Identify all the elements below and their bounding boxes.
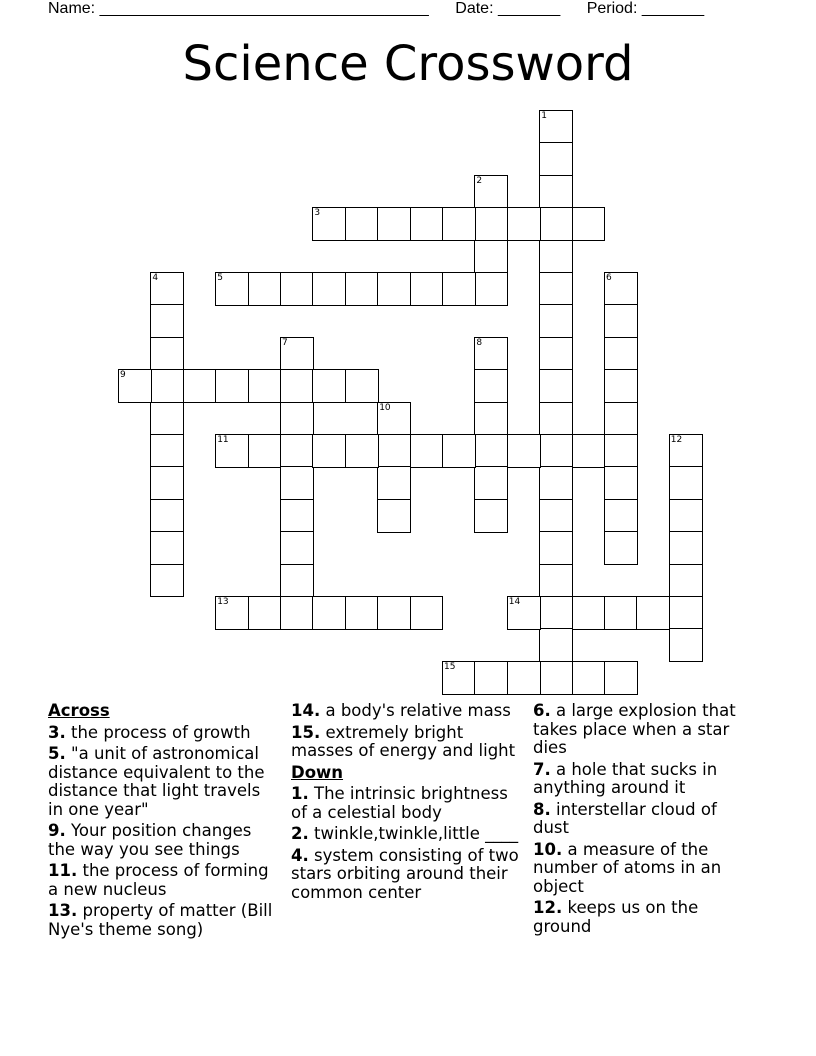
crossword-cell[interactable]: [150, 466, 184, 500]
crossword-cell[interactable]: [215, 272, 249, 306]
crossword-cell[interactable]: [604, 531, 638, 565]
crossword-cell[interactable]: [604, 304, 638, 338]
crossword-cell[interactable]: [604, 402, 638, 436]
crossword-cell[interactable]: [604, 337, 638, 371]
clue-number: 11.: [48, 861, 78, 880]
clue-item: [533, 841, 748, 897]
clue-item: [48, 724, 276, 743]
crossword-cell[interactable]: [215, 369, 249, 403]
clue-item: [291, 785, 519, 822]
crossword-cell[interactable]: [474, 337, 508, 371]
crossword-cell[interactable]: [345, 207, 379, 241]
crossword-cell[interactable]: [669, 499, 703, 533]
crossword-cell[interactable]: [539, 110, 573, 144]
crossword-cell[interactable]: [572, 207, 606, 241]
clue-text: keeps us on the ground: [533, 898, 699, 936]
clue-number: 4.: [291, 845, 309, 865]
crossword-cell[interactable]: [345, 596, 379, 630]
crossword-cell[interactable]: [539, 272, 573, 306]
crossword-cell[interactable]: [377, 402, 411, 436]
crossword-cell[interactable]: [507, 596, 541, 630]
crossword-cell[interactable]: [669, 596, 703, 630]
crossword-cell[interactable]: [150, 531, 184, 565]
crossword-cell[interactable]: [118, 369, 152, 403]
cell-number: 12: [670, 435, 683, 445]
cell-number: 3: [314, 208, 321, 219]
crossword-cell[interactable]: [507, 207, 541, 241]
crossword-cell[interactable]: [280, 434, 314, 468]
crossword-cell[interactable]: [604, 596, 638, 630]
cell-number: 5: [217, 273, 223, 283]
crossword-cell[interactable]: [280, 272, 314, 306]
crossword-cell[interactable]: [248, 272, 282, 306]
crossword-cell[interactable]: [280, 499, 314, 533]
crossword-cell[interactable]: [474, 272, 508, 306]
crossword-cell[interactable]: [539, 434, 573, 468]
clues-column-1: [48, 702, 276, 942]
clue-text: a body's relative mass: [320, 701, 511, 720]
crossword-cell[interactable]: [507, 434, 541, 468]
clue-item: [291, 724, 519, 761]
clue-text: the process of growth: [65, 722, 251, 742]
crossword-cell[interactable]: [669, 628, 703, 662]
crossword-cell[interactable]: [669, 531, 703, 565]
crossword-cell[interactable]: [539, 531, 573, 565]
crossword-cell[interactable]: [636, 596, 670, 630]
crossword-cell[interactable]: [669, 564, 703, 598]
crossword-cell[interactable]: [150, 434, 184, 468]
crossword-cell[interactable]: [410, 434, 444, 468]
clue-item: [291, 847, 519, 903]
clue-item: [48, 822, 276, 859]
crossword-cell[interactable]: [442, 434, 476, 468]
cell-number: 10: [379, 402, 391, 413]
clue-number: 15.: [291, 722, 321, 742]
crossword-cell[interactable]: [474, 369, 508, 403]
crossword-cell[interactable]: [474, 661, 508, 695]
crossword-cell[interactable]: [474, 466, 508, 500]
crossword-cell[interactable]: [474, 175, 508, 209]
crossword-cell[interactable]: [442, 207, 476, 241]
crossword-cell[interactable]: [248, 596, 282, 630]
clue-text: "a unit of astronomical distance equivalent to the distance that light travels in one year": [48, 744, 265, 819]
clue-text: a large explosion that takes place when a star dies: [533, 701, 736, 757]
crossword-cell[interactable]: [539, 142, 573, 176]
clue-text: property of matter (Bill Nye's theme song): [48, 901, 273, 939]
crossword-cell[interactable]: [215, 596, 249, 630]
crossword-cell[interactable]: [539, 466, 573, 500]
crossword-cell[interactable]: [539, 628, 573, 662]
crossword-cell[interactable]: [280, 531, 314, 565]
crossword-cell[interactable]: [604, 661, 638, 695]
cell-number: 13: [217, 597, 229, 607]
crossword-cell[interactable]: [474, 434, 508, 468]
clue-number: 14.: [291, 701, 321, 720]
crossword-cell[interactable]: [150, 272, 184, 306]
crossword-cell[interactable]: [377, 434, 411, 468]
crossword-cell[interactable]: [539, 240, 573, 274]
clue-number: 12.: [533, 898, 563, 917]
down-heading: Down: [291, 762, 344, 782]
crossword-cell[interactable]: [312, 434, 346, 468]
page-title: Science Crossword: [182, 36, 634, 92]
clue-number: 9.: [48, 821, 66, 840]
crossword-cell[interactable]: [280, 596, 314, 630]
clue-item: [533, 702, 748, 758]
crossword-cell[interactable]: [312, 207, 346, 241]
clue-item: [533, 899, 748, 936]
crossword-cell[interactable]: [539, 564, 573, 598]
clue-number: 5.: [48, 744, 66, 763]
crossword-cell[interactable]: [539, 661, 573, 695]
crossword-cell[interactable]: [539, 175, 573, 209]
crossword-cell[interactable]: [150, 499, 184, 533]
crossword-cell[interactable]: [507, 661, 541, 695]
crossword-cell[interactable]: [150, 564, 184, 598]
crossword-cell[interactable]: [539, 337, 573, 371]
crossword-cell[interactable]: [604, 272, 638, 306]
crossword-cell[interactable]: [474, 240, 508, 274]
clue-text: interstellar cloud of dust: [533, 799, 717, 837]
crossword-cell[interactable]: [377, 207, 411, 241]
crossword-cell[interactable]: [377, 499, 411, 533]
clue-number: 10.: [533, 839, 563, 859]
crossword-cell[interactable]: [410, 596, 444, 630]
crossword-cell[interactable]: [604, 369, 638, 403]
crossword-cell[interactable]: [442, 272, 476, 306]
clue-number: 3.: [48, 722, 66, 742]
crossword-cell[interactable]: [150, 337, 184, 371]
clue-number: 7.: [533, 759, 551, 779]
crossword-cell[interactable]: [183, 369, 217, 403]
cell-number: 11: [217, 435, 229, 445]
crossword-cell[interactable]: [410, 207, 444, 241]
crossword-cell[interactable]: [539, 369, 573, 403]
clue-number: 6.: [533, 701, 551, 720]
crossword-cell[interactable]: [377, 272, 411, 306]
crossword-cell[interactable]: [150, 304, 184, 338]
crossword-cell[interactable]: [669, 434, 703, 468]
clue-text: a measure of the number of atoms in an object: [533, 839, 722, 896]
cell-number: 7: [282, 337, 288, 348]
crossword-cell[interactable]: [442, 661, 476, 695]
crossword-cell[interactable]: [150, 369, 184, 403]
cell-number: 15: [444, 661, 456, 672]
date-field[interactable]: Date: _______: [455, 0, 561, 17]
cell-number: 8: [476, 337, 483, 348]
crossword-cell[interactable]: [280, 466, 314, 500]
clue-text: extremely bright masses of energy and light: [291, 722, 516, 760]
clue-text: the process of forming a new nucleus: [48, 861, 269, 899]
clues-column-3: [533, 702, 748, 939]
clue-text: twinkle,twinkle,little ____: [308, 824, 519, 843]
crossword-cell[interactable]: [345, 272, 379, 306]
crossword-cell[interactable]: [215, 434, 249, 468]
crossword-cell[interactable]: [474, 402, 508, 436]
clue-number: 2.: [291, 824, 309, 843]
crossword-cell[interactable]: [345, 434, 379, 468]
crossword-cell[interactable]: [280, 369, 314, 403]
clue-text: a hole that sucks in anything around it: [533, 759, 718, 797]
clue-text: The intrinsic brightness of a celestial body: [291, 784, 508, 822]
crossword-cell[interactable]: [474, 499, 508, 533]
clue-number: 1.: [291, 784, 309, 803]
clue-text: Your position changes the way you see things: [48, 821, 252, 859]
clue-item: [48, 745, 276, 819]
cell-number: 4: [152, 273, 159, 283]
clue-item: [533, 761, 748, 798]
crossword-cell[interactable]: [150, 402, 184, 436]
cell-number: 2: [476, 175, 483, 186]
crossword-cell[interactable]: [572, 434, 606, 468]
clue-item: [48, 902, 276, 939]
crossword-cell[interactable]: [572, 596, 606, 630]
crossword-cell[interactable]: [539, 499, 573, 533]
crossword-cell[interactable]: [410, 272, 444, 306]
crossword-cell[interactable]: [539, 207, 573, 241]
crossword-cell[interactable]: [248, 369, 282, 403]
crossword-cell[interactable]: [377, 596, 411, 630]
clue-item: [291, 702, 519, 721]
crossword-cell[interactable]: [280, 564, 314, 598]
clue-item: [291, 825, 519, 844]
clues-column-2: [291, 702, 519, 905]
period-field[interactable]: Period: _______: [586, 0, 705, 17]
crossword-cell[interactable]: [604, 499, 638, 533]
crossword-cell[interactable]: [312, 369, 346, 403]
crossword-cell[interactable]: [248, 434, 282, 468]
across-heading: Across: [48, 701, 110, 720]
crossword-cell[interactable]: [345, 369, 379, 403]
clue-number: 8.: [533, 799, 551, 819]
cell-number: 1: [541, 111, 547, 121]
crossword-cell[interactable]: [474, 207, 508, 241]
crossword-cell[interactable]: [312, 272, 346, 306]
crossword-cell[interactable]: [312, 596, 346, 630]
crossword-cell[interactable]: [669, 466, 703, 500]
crossword-cell[interactable]: [539, 596, 573, 630]
crossword-cell[interactable]: [572, 661, 606, 695]
crossword-cell[interactable]: [539, 304, 573, 338]
name-field[interactable]: Name: _____________________________________: [48, 0, 429, 17]
cell-number: 6: [606, 273, 612, 283]
clue-number: 13.: [48, 901, 78, 920]
cell-number: 14: [508, 597, 521, 607]
clue-text: system consisting of two stars orbiting around their common center: [291, 845, 519, 902]
crossword-cell[interactable]: [604, 466, 638, 500]
crossword-cell[interactable]: [539, 402, 573, 436]
crossword-cell[interactable]: [377, 466, 411, 500]
cell-number: 9: [120, 370, 126, 381]
crossword-cell[interactable]: [280, 402, 314, 436]
clue-item: [533, 801, 748, 838]
crossword-cell[interactable]: [280, 337, 314, 371]
clue-item: [48, 862, 276, 899]
crossword-cell[interactable]: [604, 434, 638, 468]
